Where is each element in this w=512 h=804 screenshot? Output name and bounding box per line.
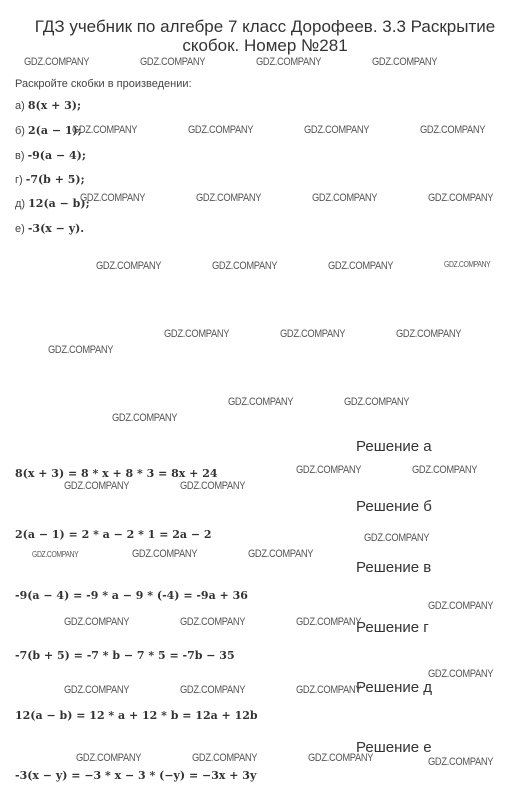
solution-heading-d: Решение г <box>356 619 429 636</box>
task-b <box>15 124 82 137</box>
watermark: GDZ.COMPANY <box>112 412 178 424</box>
watermark: GDZ.COMPANY <box>304 124 370 136</box>
solution-heading-c: Решение в <box>356 559 432 576</box>
watermark: GDZ.COMPANY <box>64 616 130 628</box>
task-e <box>15 197 90 210</box>
task-a <box>15 99 81 112</box>
solution-equation-c: -9(a − 4) = -9 * a − 9 * (-4) = -9a + 36 <box>15 589 248 602</box>
solution-equation-f: -3(x − y) = −3 * x − 3 * (−y) = −3x + 3y <box>15 769 257 782</box>
solution-equation-e: 12(a − b) = 12 * a + 12 * b = 12a + 12b <box>15 709 258 722</box>
solution-equation-a: 8(x + 3) = 8 * x + 8 * 3 = 8x + 24 <box>15 467 218 480</box>
watermark: GDZ.COMPANY <box>412 464 478 476</box>
watermark: GDZ.COMPANY <box>428 668 494 680</box>
watermark: GDZ.COMPANY <box>428 192 494 204</box>
solution-heading-f: Решение е <box>356 739 432 756</box>
watermark: GDZ.COMPANY <box>64 480 130 492</box>
solution-heading-a: Решение а <box>356 438 432 455</box>
watermark: GDZ.COMPANY <box>48 344 114 356</box>
exercise-intro: Раскройте скобки в произведении: <box>15 78 192 90</box>
task-label: г) <box>15 174 23 186</box>
task-c <box>15 149 86 162</box>
solution-heading-e: Решение д <box>356 679 432 696</box>
task-expression: -9(a − 4); <box>27 149 86 162</box>
watermark: GDZ.COMPANY <box>180 616 246 628</box>
solution-heading-b: Решение б <box>356 498 432 515</box>
watermark: GDZ.COMPANY <box>364 532 430 544</box>
watermark: GDZ.COMPANY <box>228 396 294 408</box>
task-expression: 2(a − 1); <box>28 124 82 137</box>
task-label: д) <box>15 198 26 210</box>
watermark: GDZ.COMPANY <box>192 752 258 764</box>
watermark: GDZ.COMPANY <box>180 684 246 696</box>
watermark: GDZ.COMPANY <box>312 192 378 204</box>
watermark: GDZ.COMPANY <box>180 480 246 492</box>
watermark: GDZ.COMPANY <box>420 124 486 136</box>
watermark: GDZ.COMPANY <box>196 192 262 204</box>
solution-equation-b: 2(a − 1) = 2 * a − 2 * 1 = 2a − 2 <box>15 528 212 541</box>
watermark: GDZ.COMPANY <box>428 600 494 612</box>
watermark: GDZ.COMPANY <box>32 550 79 559</box>
watermark: GDZ.COMPANY <box>72 124 138 136</box>
watermark: GDZ.COMPANY <box>248 548 314 560</box>
watermark: GDZ.COMPANY <box>80 192 146 204</box>
watermark: GDZ.COMPANY <box>344 396 410 408</box>
task-d <box>15 173 85 186</box>
task-expression: -7(b + 5); <box>25 173 85 186</box>
task-f <box>15 222 84 235</box>
watermark: GDZ.COMPANY <box>444 260 491 269</box>
watermark: GDZ.COMPANY <box>212 260 278 272</box>
watermark: GDZ.COMPANY <box>372 56 438 68</box>
watermark: GDZ.COMPANY <box>256 56 322 68</box>
task-expression: 12(a − b); <box>28 197 90 210</box>
watermark: GDZ.COMPANY <box>280 328 346 340</box>
watermark: GDZ.COMPANY <box>24 56 90 68</box>
watermark: GDZ.COMPANY <box>64 684 130 696</box>
watermark: GDZ.COMPANY <box>140 56 206 68</box>
watermark: GDZ.COMPANY <box>96 260 162 272</box>
task-label: в) <box>15 150 25 162</box>
task-label: б) <box>15 125 25 137</box>
watermark: GDZ.COMPANY <box>296 684 362 696</box>
watermark: GDZ.COMPANY <box>76 752 142 764</box>
page-title: ГДЗ учебник по алгебре 7 класс Дорофеев. 3.3 Раскрытие скобок. Номер №281 <box>34 17 496 55</box>
watermark: GDZ.COMPANY <box>396 328 462 340</box>
watermark: GDZ.COMPANY <box>164 328 230 340</box>
watermark: GDZ.COMPANY <box>296 616 362 628</box>
task-expression: 8(x + 3); <box>27 99 82 112</box>
watermark: GDZ.COMPANY <box>328 260 394 272</box>
watermark: GDZ.COMPANY <box>428 756 494 768</box>
watermark: GDZ.COMPANY <box>132 548 198 560</box>
watermark: GDZ.COMPANY <box>308 752 374 764</box>
solution-equation-d: -7(b + 5) = -7 * b − 7 * 5 = -7b − 35 <box>15 649 235 662</box>
task-label: а) <box>15 100 25 112</box>
watermark: GDZ.COMPANY <box>188 124 254 136</box>
task-label: е) <box>15 223 25 235</box>
task-expression: -3(x − y). <box>27 222 85 235</box>
watermark: GDZ.COMPANY <box>296 464 362 476</box>
